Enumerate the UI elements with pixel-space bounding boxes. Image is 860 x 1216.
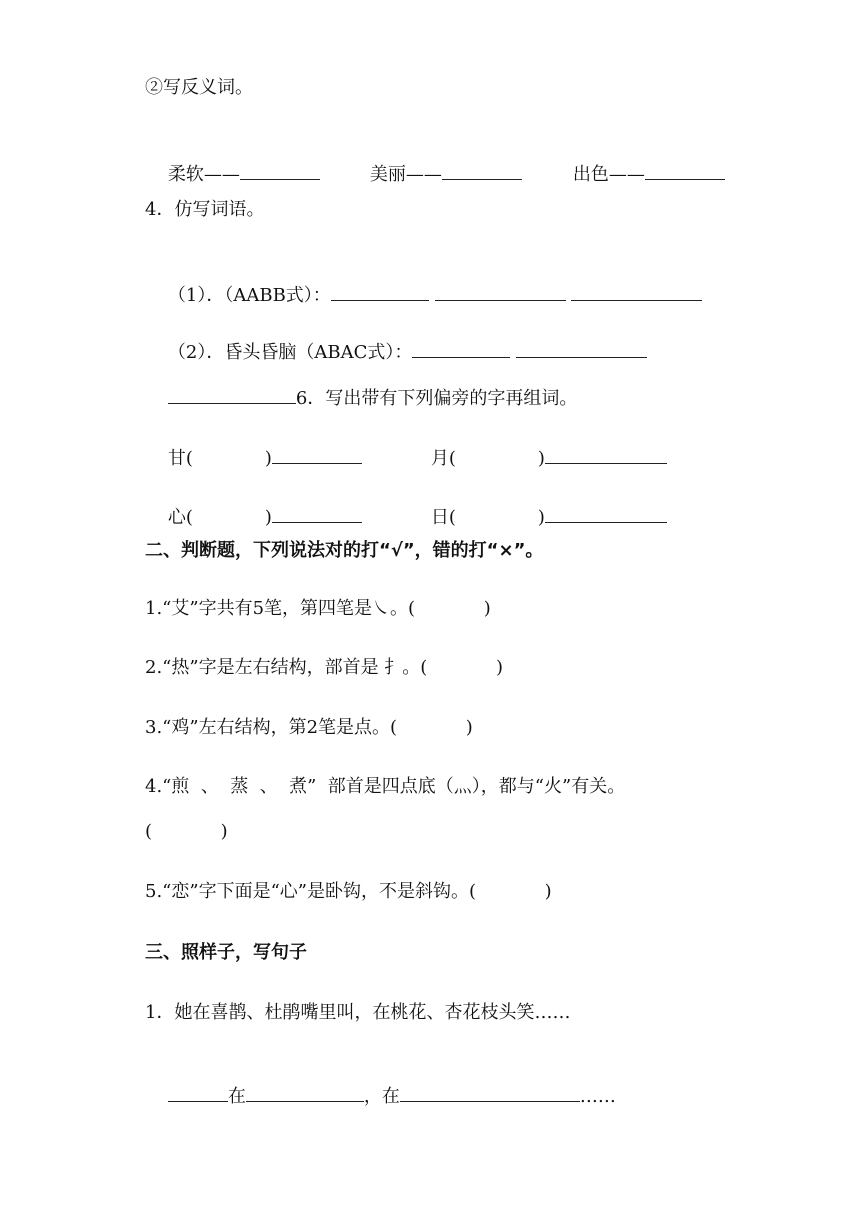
answer-blank[interactable] bbox=[331, 282, 429, 301]
answer-blank[interactable] bbox=[571, 282, 702, 301]
antonym-word-3: 出色—— bbox=[572, 164, 645, 185]
antonym-word-2: 美丽—— bbox=[369, 164, 442, 185]
answer-blank[interactable] bbox=[435, 282, 566, 301]
imitate-row-1-label: （1）．（AABB式）： bbox=[167, 285, 331, 306]
radical-xin-char: 心( bbox=[167, 507, 193, 528]
answer-blank[interactable] bbox=[516, 339, 647, 358]
sentence-ellipsis: …… bbox=[579, 1086, 616, 1107]
judge-q4-answer: ( ) bbox=[145, 821, 228, 842]
answer-blank[interactable] bbox=[412, 339, 510, 358]
answer-blank[interactable] bbox=[545, 504, 667, 523]
close-paren: ) bbox=[264, 448, 272, 469]
antonym-heading: ②写反义词。 bbox=[145, 77, 253, 98]
answer-blank[interactable] bbox=[246, 1083, 364, 1102]
radical-yue-char: 月( bbox=[430, 448, 456, 469]
sentence-word: ，在 bbox=[363, 1086, 400, 1107]
answer-blank[interactable] bbox=[168, 1083, 228, 1102]
antonym-word-1: 柔软—— bbox=[167, 164, 240, 185]
imitate-heading: 4．仿写词语。 bbox=[145, 199, 265, 220]
radical-gan-char: 甘( bbox=[167, 448, 193, 469]
answer-blank[interactable] bbox=[272, 504, 362, 523]
sentence-heading: 三、照样子，写句子 bbox=[145, 942, 307, 963]
answer-blank[interactable] bbox=[400, 1083, 580, 1102]
close-paren: ) bbox=[537, 448, 545, 469]
sentence-word: 在 bbox=[227, 1086, 246, 1107]
imitate-row-2-label: （2）．昏头昏脑（ABAC式）： bbox=[167, 342, 413, 363]
judge-q3: 3.“鸡”左右结构，第2笔是点。( ) bbox=[145, 717, 473, 738]
sentence-answer bbox=[145, 1059, 616, 1133]
radical-ri-char: 日( bbox=[430, 507, 456, 528]
judge-heading: 二、判断题，下列说法对的打“√”，错的打“×”。 bbox=[145, 540, 544, 561]
judge-q2: 2.“热”字是左右结构，部首是 扌。( ) bbox=[145, 657, 504, 678]
judge-q1: 1.“艾”字共有5笔，第四笔是㇏。( ) bbox=[145, 598, 491, 619]
close-paren: ) bbox=[537, 507, 545, 528]
q6-text: 6．写出带有下列偏旁的字再组词。 bbox=[295, 388, 578, 409]
answer-blank[interactable] bbox=[272, 445, 362, 464]
answer-blank[interactable] bbox=[240, 161, 320, 180]
close-paren: ) bbox=[264, 507, 272, 528]
answer-blank[interactable] bbox=[645, 161, 725, 180]
answer-blank[interactable] bbox=[168, 385, 296, 404]
sentence-example: 1．她在喜鹊、杜鹃嘴里叫，在桃花、杏花枝头笑…… bbox=[145, 1002, 571, 1023]
antonym-item-2 bbox=[347, 137, 522, 211]
answer-blank[interactable] bbox=[442, 161, 522, 180]
judge-q4: 4.“煎 、 蒸 、 煮” 部首是四点底（灬），都与“火”有关。 bbox=[145, 776, 626, 797]
antonym-item-3 bbox=[550, 137, 725, 211]
answer-blank[interactable] bbox=[545, 445, 667, 464]
judge-q5: 5.“恋”字下面是“心”是卧钩，不是斜钩。( ) bbox=[145, 881, 552, 902]
